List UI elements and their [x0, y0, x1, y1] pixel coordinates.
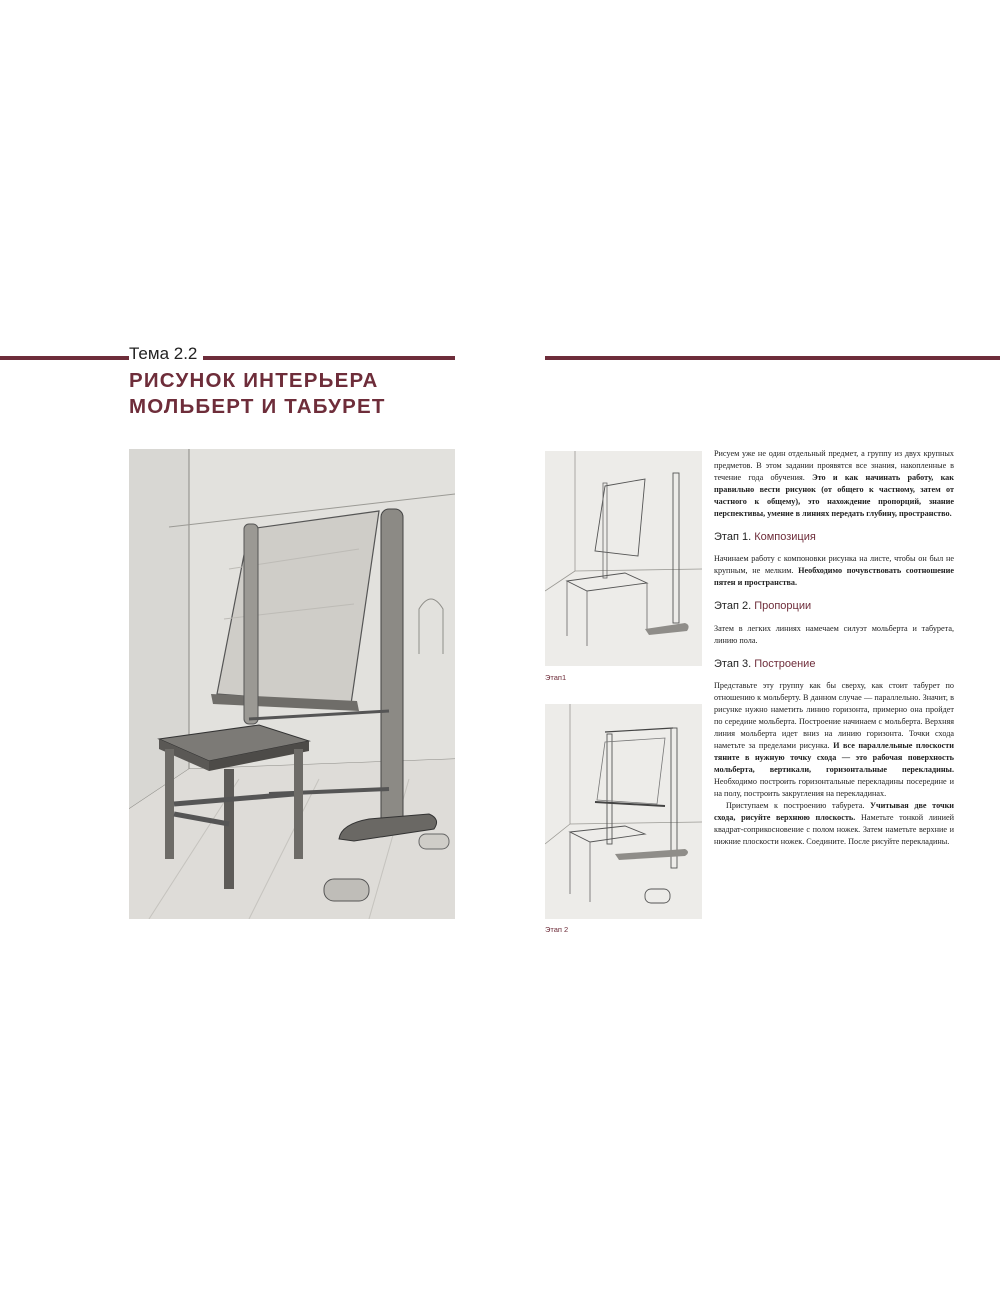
- intro-bold-text: Это и как начинать работу, как правильно вести рисунок (от общего к частному, затем от частного к общему), это нахождение пропорций, знание перспективы, умение в линиях передать глубину, пространство.: [714, 473, 954, 519]
- stage-3-text-1: Представьте эту группу как бы сверху, как стоит табурет по отношению к мольберту. В данном случае — параллельно. Значит, в рисунке нужно наметить линию горизонта, примерно она пройдет по середине мольберта. Построение начинаем с мольберта. Верхняя линия мольберта идет вниз на линию горизонта. Точки схода наметьте за пределами рисунка.: [714, 680, 954, 750]
- stage-1-name: Композиция: [754, 531, 816, 544]
- intro-paragraph: [714, 448, 954, 520]
- stage-3-text-2: Приступаем к построению табурета.: [726, 801, 871, 811]
- stage-2-caption: Этап 2: [545, 925, 569, 934]
- title-line-1: РИСУНОК ИНТЕРЬЕРА: [129, 369, 379, 392]
- stage-1-paragraph: [714, 553, 954, 589]
- title-line-2: МОЛЬБЕРТ И ТАБУРЕТ: [129, 395, 386, 418]
- stage-3-tail-1: Необходимо построить горизонтальные перекладины посередине и на полу, построить закругления на перекладинах.: [714, 777, 954, 799]
- stage-3-paragraph-2: [714, 800, 954, 848]
- stage-1-sketch: [545, 451, 702, 666]
- easel-stool-sketch-illustration: [129, 449, 455, 919]
- header-rule-right: [545, 356, 1000, 360]
- stage-1-bold-text: Необходимо почувствовать соотношение пятен и пространства.: [714, 566, 954, 588]
- stage-3-prefix: Этап 3.: [714, 657, 752, 670]
- page-title: [129, 368, 386, 420]
- stage-1-line-sketch: [545, 451, 702, 666]
- topic-label: Тема 2.2: [129, 343, 203, 365]
- stage-2-text: Затем в легких линиях намечаем силуэт мольберта и табурета, линию пола.: [714, 623, 954, 645]
- stage-1-prefix: Этап 1.: [714, 531, 752, 544]
- stage-3-bold-2: Учитывая две точки схода, рисуйте верхнюю плоскость.: [714, 801, 954, 823]
- stage-3-heading: [714, 658, 954, 670]
- stage-2-heading: [714, 600, 954, 612]
- header-rule-left: [0, 356, 455, 360]
- stage-2-prefix: Этап 2.: [714, 600, 752, 613]
- stage-1-heading: [714, 531, 954, 543]
- stage-2-line-sketch: [545, 704, 702, 919]
- stage-2-sketch: [545, 704, 702, 919]
- text-column: [714, 448, 954, 848]
- easel-stool-drawing: [129, 449, 455, 919]
- intro-text: Рисуем уже не один отдельный предмет, а группу из двух крупных предметов. В этом задании проявятся все знания, накопленные в течение года обучения.: [714, 449, 954, 483]
- stage-3-bold-1: И все параллельные плоскости тяните в нужную точку схода — это рабочая поверхность мольберта, вертикали, горизонтальные перекладины.: [714, 740, 954, 774]
- stage-3-paragraph-1: [714, 680, 954, 800]
- stage-2-name: Пропорции: [754, 600, 812, 613]
- stage-3-tail-2: Наметьте тонкой линией квадрат-соприкосновение с полом ножек. Затем наметьте верхние и нижние плоскости ножек. Соедините. После рисуйте перекладины.: [714, 813, 954, 847]
- stage-3-name: Построение: [754, 657, 816, 670]
- stage-1-text: Начинаем работу с компоновки рисунка на листе, чтобы он был не крупным, не мелким.: [714, 554, 954, 576]
- stage-1-caption: Этап1: [545, 673, 567, 682]
- stage-2-paragraph: [714, 623, 954, 647]
